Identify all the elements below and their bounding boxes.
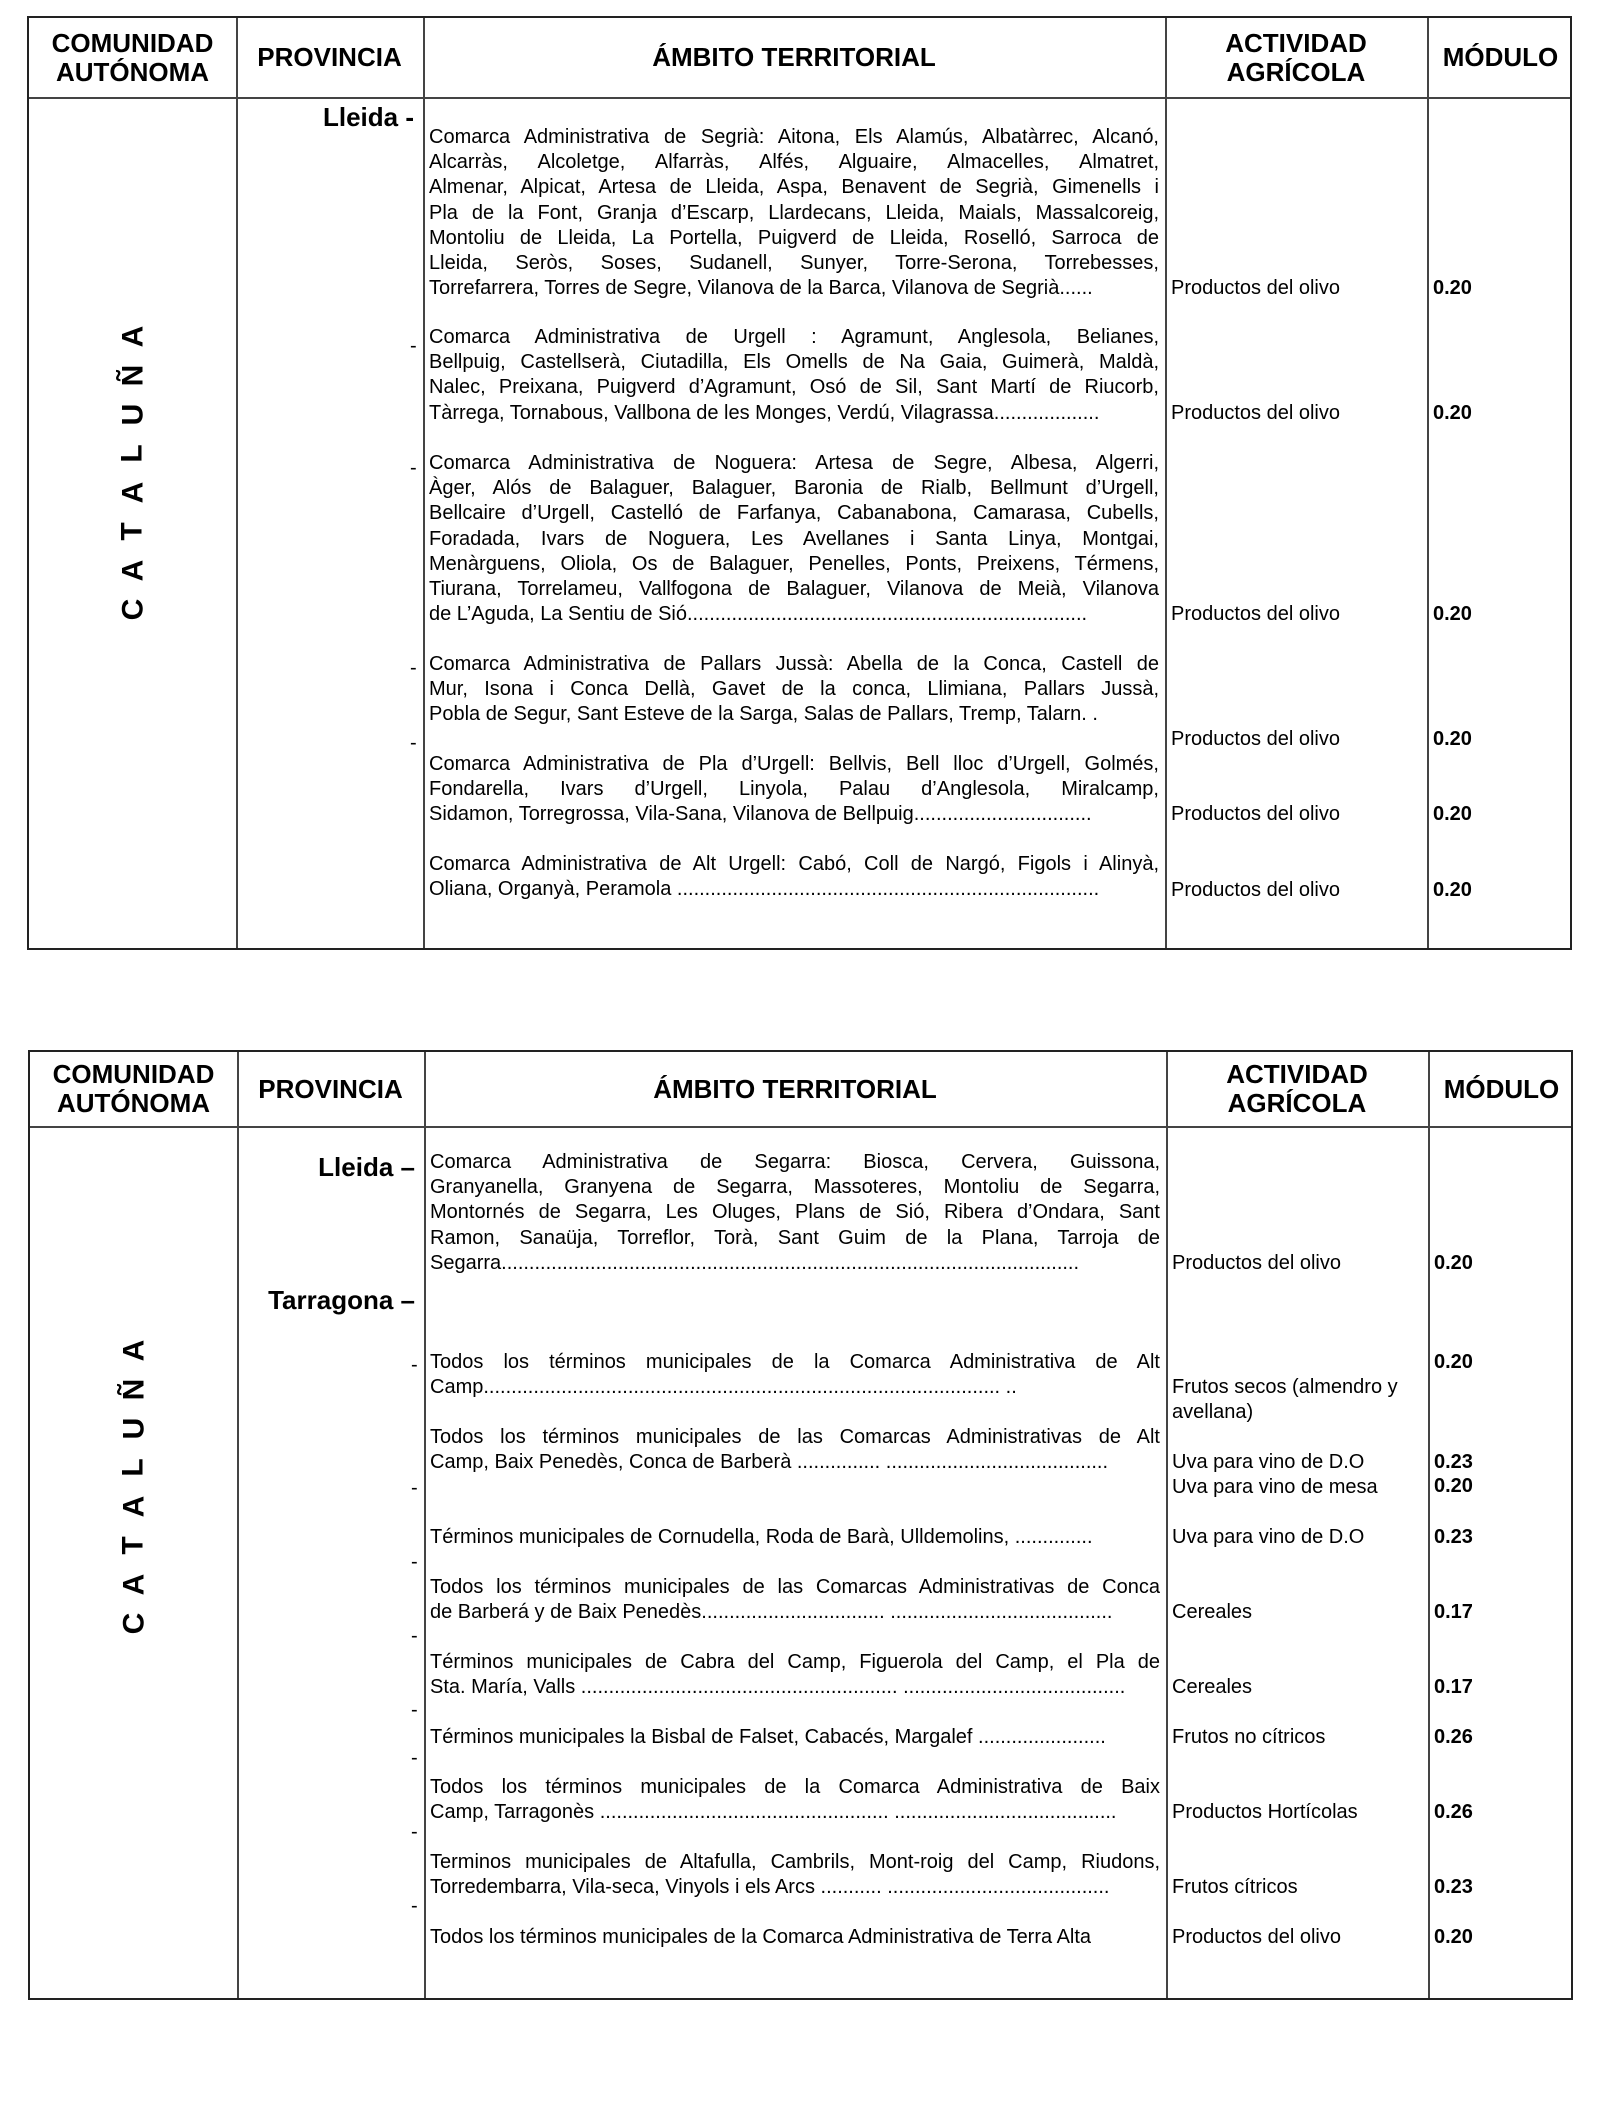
row-dash: -: [411, 1747, 418, 1769]
header-ambito-territorial: ÁMBITO TERRITORIAL: [653, 1073, 937, 1104]
modulo-cell: 0.23: [1434, 1876, 1473, 1898]
header-ambito-territorial: ÁMBITO TERRITORIAL: [652, 42, 936, 72]
row-dash: -: [411, 1699, 418, 1721]
table-1: [27, 16, 1572, 950]
ambito-segria: Comarca Administrativa de Segrià: Aitona, Els Alamús, Albatàrrec, Alcanó, Alcarràs, Alcoletge, Alfarràs, Alfés, Alguaire, Almacelles, Almatret, Almenar, Alpicat, Artesa de Lleida, Aspa, Benavent de Segrià, Gimenells i Pla de la Font, Granja d’Escarp, Llardecans, Lleida, Maials, Massalcoreig, Montoliu de Lleida, La Portella, Puigverd de Lleida, Roselló, Sarroca de Lleida, Seròs, Soses, Sudanell, Sunyer, Torre-Serona, Torrebesses, Torrefarrera, Torres de Segre, Vilanova de la Barca, Vilanova de Segrià......: [429, 126, 1159, 300]
actividad-cell: Productos del olivo: [1171, 603, 1340, 625]
ambito-alt-camp-baix-penedes: Todos los términos municipales de las Comarcas Administrativas de Alt Camp, Baix Penedès, Conca de Barberà ............... ........................................: [430, 1426, 1160, 1474]
actividad-cell: Productos del olivo: [1172, 1252, 1341, 1274]
header-actividad-agricola: ACTIVIDAD AGRÍCOLA: [1225, 27, 1367, 87]
actividad-cell: Uva para vino de D.O: [1172, 1526, 1365, 1548]
ambito-pla-durgell: Comarca Administrativa de Pla d’Urgell: Bellvis, Bell lloc d’Urgell, Golmés, Fondarella, Ivars d’Urgell, Linyola, Palau d’Anglesola, Miralcamp, Sidamon, Torregrossa, Vila-Sana, Vilanova de Bellpuig................................: [429, 753, 1159, 826]
ambito-terra-alta: Todos los términos municipales de la Comarca Administrativa de Terra Alta: [430, 1926, 1092, 1948]
actividad-cell: Productos del olivo: [1172, 1926, 1341, 1948]
actividad-cell: Productos Hortícolas: [1172, 1801, 1358, 1823]
comunidad-autonoma-label: A Ñ U L A T A C: [116, 1339, 150, 1635]
row-dash: -: [411, 1354, 418, 1376]
modulo-cell: 0.20: [1434, 1926, 1473, 1948]
actividad-cell: Productos del olivo: [1171, 803, 1340, 825]
modulo-cell: 0.20: [1433, 879, 1472, 901]
modulo-cell: 0.26: [1434, 1801, 1473, 1823]
row-dash: -: [410, 457, 417, 479]
actividad-cell: Productos del olivo: [1171, 879, 1340, 901]
row-dash: -: [410, 732, 417, 754]
table-2: [28, 1050, 1573, 2000]
actividad-cell: Cereales: [1172, 1601, 1253, 1623]
modulo-cell: 0.17: [1434, 1601, 1473, 1623]
row-dash: -: [410, 335, 417, 357]
header-comunidad-autonoma: COMUNIDAD AUTÓNOMA: [51, 27, 214, 87]
actividad-cell: Cereales: [1172, 1676, 1253, 1698]
actividad-cell: Productos del olivo: [1171, 728, 1340, 750]
actividad-cell: Frutos no cítricos: [1172, 1726, 1326, 1748]
actividad-cell: Productos del olivo: [1171, 277, 1340, 299]
ambito-urgell: Comarca Administrativa de Urgell : Agramunt, Anglesola, Belianes, Bellpuig, Castellserà, Ciutadilla, Els Omells de Na Gaia, Guimerà, Maldà, Nalec, Preixana, Puigverd d’Agramunt, Osó de Sil, Sant Martí de Riucorb, Tàrrega, Tornabous, Vallbona de les Monges, Verdú, Vilagrassa...................: [429, 326, 1159, 424]
header-provincia: PROVINCIA: [257, 42, 402, 72]
ambito-alt-camp: Todos los términos municipales de la Comarca Administrativa de Alt Camp............................................................................................. ..: [430, 1351, 1160, 1399]
modulo-cell: 0.17: [1434, 1676, 1473, 1698]
ambito-conca-barbera: Todos los términos municipales de las Comarcas Administrativas de Conca de Barberá y de Baix Penedès................................. ........................................: [430, 1576, 1160, 1624]
modulo-cell: 0.20: [1433, 803, 1472, 825]
ambito-cabra-del-camp: Términos municipales de Cabra del Camp, Figuerola del Camp, el Pla de Sta. María, Valls ......................................................... ........................................: [430, 1651, 1160, 1699]
ambito-cornudella: Términos municipales de Cornudella, Roda de Barà, Ulldemolins, ..............: [430, 1526, 1093, 1548]
row-dash: -: [411, 1625, 418, 1647]
ambito-altafulla: Terminos municipales de Altafulla, Cambrils, Mont-roig del Camp, Riudons, Torredembarra, Vila-seca, Vinyols i els Arcs ........... ........................................: [430, 1851, 1160, 1899]
ambito-segarra: Comarca Administrativa de Segarra: Biosca, Cervera, Guissona, Granyanella, Granyena de Segarra, Massoteres, Montoliu de Segarra, Montornés de Segarra, Les Oluges, Plans de Sió, Ribera d’Ondara, Sant Ramon, Sanaüja, Torreflor, Torà, Sant Guim de la Plana, Tarroja de Segarra........................................................................................................: [430, 1151, 1160, 1274]
header-modulo: MÓDULO: [1443, 1073, 1560, 1104]
ambito-noguera: Comarca Administrativa de Noguera: Artesa de Segre, Albesa, Algerri, Àger, Alós de Balaguer, Balaguer, Baronia de Rialb, Bellmunt d’Urgell, Bellcaire d’Urgell, Castelló de Farfanya, Cabanabona, Camarasa, Cubells, Foradada, Ivars de Noguera, Les Avellanes i Santa Linya, Montgai, Menàrguens, Oliola, Os de Balaguer, Penelles, Ponts, Preixens, Térmens, Tiurana, Torrelameu, Vallfogona de Balaguer, Vilanova de Meià, Vilanova de L’Aguda, La Sentiu de Sió........................................................................: [429, 452, 1159, 626]
provincia-lleida: Lleida -: [322, 102, 414, 132]
actividad-cell: Uva para vino de D.O Uva para vino de mesa: [1172, 1451, 1378, 1498]
row-dash: -: [411, 1551, 418, 1573]
comunidad-autonoma-label: A Ñ U L A T A C: [115, 325, 149, 621]
modulo-cell: 0.20: [1433, 402, 1472, 424]
header-comunidad-autonoma: COMUNIDAD AUTÓNOMA: [52, 1059, 215, 1118]
header-modulo: MÓDULO: [1442, 42, 1559, 72]
modulo-cell: 0.20: [1433, 728, 1472, 750]
ambito-pallars-jussa: Comarca Administrativa de Pallars Jussà: Abella de la Conca, Castell de Mur, Isona i Conca Dellà, Gavet de la conca, Llimiana, Pallars Jussà, Pobla de Segur, Sant Esteve de la Sarga, Salas de Pallars, Tremp, Talarn. .: [429, 653, 1159, 726]
modulo-cell: 0.26: [1434, 1726, 1473, 1748]
modulo-cell: 0.20: [1434, 1351, 1473, 1373]
provincia-lleida: Lleida –: [318, 1152, 415, 1182]
ambito-baix-camp: Todos los términos municipales de la Comarca Administrativa de Baix Camp, Tarragonès .................................................... ........................................: [430, 1776, 1160, 1824]
header-provincia: PROVINCIA: [258, 1073, 403, 1104]
row-dash: -: [411, 1895, 418, 1917]
ambito-alt-urgell: Comarca Administrativa de Alt Urgell: Cabó, Coll de Nargó, Figols i Alinyà, Oliana, Organyà, Peramola ............................................................................: [429, 853, 1159, 901]
modulo-cell: 0.20: [1433, 277, 1472, 299]
modulo-cell: 0.23: [1434, 1526, 1473, 1548]
modulo-cell: 0.20: [1434, 1252, 1473, 1274]
modulo-cell: 0.23 0.20: [1434, 1451, 1473, 1497]
actividad-cell: Frutos secos (almendro y avellana): [1172, 1376, 1398, 1423]
ambito-bisbal-de-falset: Términos municipales la Bisbal de Falset, Cabacés, Margalef .......................: [430, 1726, 1106, 1748]
actividad-cell: Frutos cítricos: [1172, 1876, 1298, 1898]
provincia-tarragona: Tarragona –: [268, 1285, 415, 1315]
row-dash: -: [411, 1821, 418, 1843]
header-actividad-agricola: ACTIVIDAD AGRÍCOLA: [1226, 1059, 1368, 1118]
row-dash: -: [411, 1477, 418, 1499]
modulo-cell: 0.20: [1433, 603, 1472, 625]
actividad-cell: Productos del olivo: [1171, 402, 1340, 424]
row-dash: -: [410, 657, 417, 679]
